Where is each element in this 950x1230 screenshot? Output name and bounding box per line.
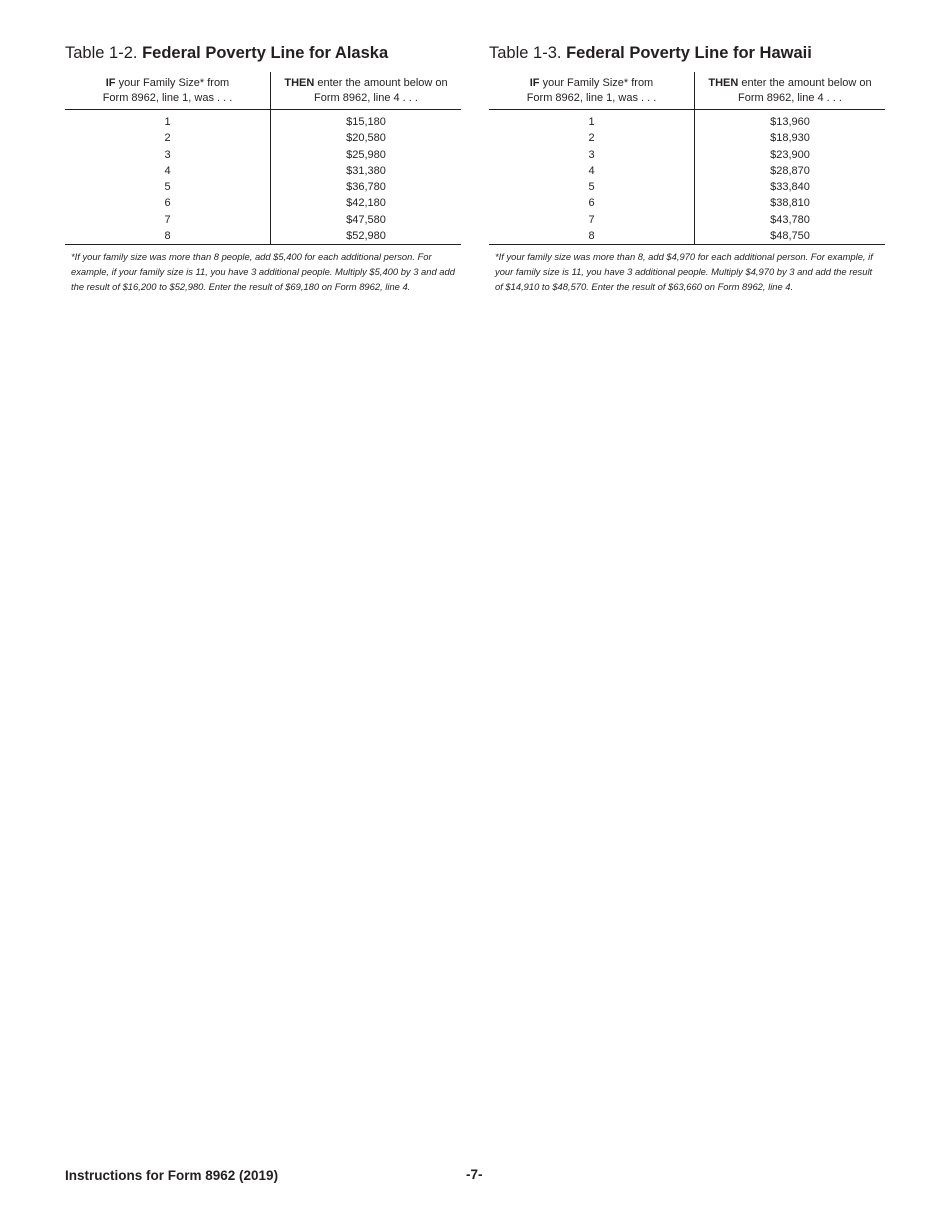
family-size-cell: 1 bbox=[65, 110, 271, 131]
amount-cell: $43,780 bbox=[770, 213, 810, 226]
family-size-header bbox=[65, 72, 271, 110]
amount-cell: $42,180 bbox=[346, 197, 386, 210]
table-title-text: Federal Poverty Line for Alaska bbox=[142, 44, 389, 62]
amount-cell: $38,810 bbox=[770, 197, 810, 210]
table-row bbox=[65, 110, 461, 131]
table-footnote: *If your family size was more than 8 people, add $5,400 for each additional person. For example, if your family size is 11, you have 3 additional people. Multiply $5,400 by 3 and add the result of $16,200 to $52,980. Enter the result of $69,180 on Form 8962, line 4. bbox=[71, 251, 455, 292]
amount-cell: $20,580 bbox=[346, 132, 386, 145]
table-row bbox=[489, 228, 885, 245]
family-size-cell: 1 bbox=[489, 110, 695, 131]
family-size-header bbox=[489, 72, 695, 110]
header-text: Form 8962, line 1, was . . . bbox=[102, 92, 233, 104]
amount-cell: $52,980 bbox=[271, 228, 462, 245]
family-size-cell: 7 bbox=[65, 212, 271, 228]
then-keyword: THEN bbox=[284, 77, 315, 89]
amount-cell: $28,870 bbox=[770, 164, 810, 177]
hawaii-poverty-table-section bbox=[489, 42, 885, 294]
amount-cell: $36,780 bbox=[346, 181, 386, 194]
table-row bbox=[65, 212, 461, 228]
family-size-cell: 2 bbox=[65, 130, 271, 146]
amount-cell: $15,180 bbox=[346, 116, 386, 128]
page-number: -7- bbox=[466, 1167, 483, 1182]
table-footnote: *If your family size was more than 8, add $4,970 for each additional person. For example, if your family size is 11, you have 3 additional people. Multiply $4,970 by 3 and add the result of $14,910 to $48,570. Enter the result of $63,660 on Form 8962, line 4. bbox=[495, 251, 873, 292]
table-row bbox=[65, 147, 461, 163]
table-number: Table 1-3. bbox=[489, 44, 562, 62]
table-row bbox=[65, 163, 461, 179]
table-header-row bbox=[65, 72, 461, 110]
if-keyword: IF bbox=[529, 77, 540, 89]
amount-cell: $31,380 bbox=[346, 164, 386, 177]
table-row bbox=[65, 130, 461, 146]
table-title bbox=[65, 42, 461, 64]
family-size-cell: 3 bbox=[489, 147, 695, 163]
amount-cell: $25,980 bbox=[346, 148, 386, 161]
family-size-cell: 7 bbox=[489, 212, 695, 228]
table-row bbox=[489, 195, 885, 211]
table-row bbox=[489, 179, 885, 195]
poverty-line-table bbox=[489, 72, 885, 245]
if-keyword: IF bbox=[105, 77, 116, 89]
table-row bbox=[489, 212, 885, 228]
table-title-text: Federal Poverty Line for Hawaii bbox=[566, 44, 812, 62]
family-size-cell: 6 bbox=[489, 195, 695, 211]
family-size-cell: 5 bbox=[489, 179, 695, 195]
family-size-cell: 3 bbox=[65, 147, 271, 163]
table-header-row bbox=[489, 72, 885, 110]
alaska-poverty-table-section bbox=[65, 42, 461, 294]
amount-header bbox=[271, 72, 462, 110]
header-text: Form 8962, line 4 . . . bbox=[738, 92, 842, 104]
family-size-cell: 4 bbox=[489, 163, 695, 179]
table-row bbox=[65, 228, 461, 245]
header-text: enter the amount below on bbox=[314, 77, 448, 89]
table-row bbox=[65, 179, 461, 195]
amount-cell: $48,750 bbox=[695, 228, 886, 245]
footer-form-title: Instructions for Form 8962 (2019) bbox=[65, 1168, 279, 1183]
family-size-cell: 2 bbox=[489, 130, 695, 146]
table-row bbox=[65, 195, 461, 211]
family-size-cell: 4 bbox=[65, 163, 271, 179]
table-row bbox=[489, 130, 885, 146]
amount-cell: $18,930 bbox=[770, 132, 810, 145]
table-title bbox=[489, 42, 885, 64]
then-keyword: THEN bbox=[708, 77, 739, 89]
header-text: your Family Size* from bbox=[539, 77, 654, 89]
family-size-cell: 8 bbox=[65, 228, 271, 245]
amount-header bbox=[695, 72, 886, 110]
poverty-line-table bbox=[65, 72, 461, 245]
header-text: Form 8962, line 4 . . . bbox=[314, 92, 418, 104]
header-text: Form 8962, line 1, was . . . bbox=[526, 92, 657, 104]
header-text: your Family Size* from bbox=[115, 77, 230, 89]
family-size-cell: 5 bbox=[65, 179, 271, 195]
header-text: enter the amount below on bbox=[738, 77, 872, 89]
amount-cell: $13,960 bbox=[770, 116, 810, 128]
table-row bbox=[489, 147, 885, 163]
amount-cell: $33,840 bbox=[770, 181, 810, 194]
amount-cell: $23,900 bbox=[770, 148, 810, 161]
table-number: Table 1-2. bbox=[65, 44, 138, 62]
family-size-cell: 6 bbox=[65, 195, 271, 211]
amount-cell: $47,580 bbox=[346, 213, 386, 226]
table-row bbox=[489, 110, 885, 131]
family-size-cell: 8 bbox=[489, 228, 695, 245]
table-row bbox=[489, 163, 885, 179]
